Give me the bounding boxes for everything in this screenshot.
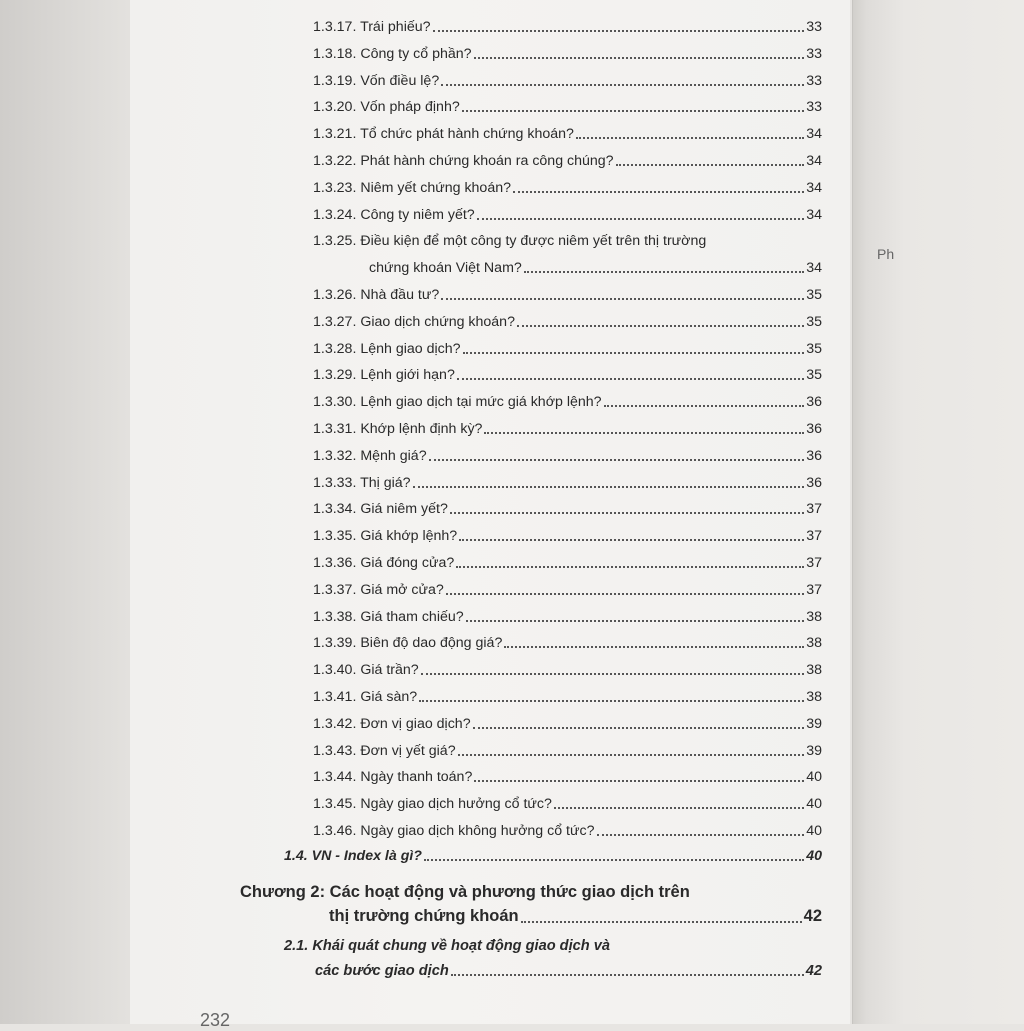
toc-entry-title: chứng khoán Việt Nam? bbox=[369, 260, 522, 277]
toc-entry-page: 39 bbox=[806, 742, 822, 759]
toc-entry-page: 40 bbox=[806, 848, 822, 864]
dot-leader bbox=[513, 190, 804, 193]
toc-entry-page: 35 bbox=[806, 287, 822, 303]
dot-leader bbox=[450, 511, 804, 514]
toc-entry-title: 1.3.23. Niêm yết chứng khoán? bbox=[313, 179, 511, 196]
toc-entry-title: 1.3.46. Ngày giao dịch không hưởng cổ tức? bbox=[313, 823, 595, 839]
right-page-edge bbox=[852, 0, 1024, 1024]
toc-section-2-1-line1: 2.1. Khái quát chung về hoạt động giao dịch và bbox=[284, 938, 610, 954]
toc-entry bbox=[313, 688, 822, 706]
dot-leader bbox=[457, 377, 804, 380]
dot-leader bbox=[451, 973, 804, 976]
toc-entry bbox=[313, 715, 822, 733]
toc-entry-title: thị trường chứng khoán bbox=[329, 907, 519, 925]
toc-entry-page: 35 bbox=[806, 367, 822, 384]
toc-entry bbox=[313, 393, 822, 411]
toc-entry-page: 39 bbox=[806, 715, 822, 732]
toc-entry-title: 1.3.33. Thị giá? bbox=[313, 474, 411, 491]
toc-entry bbox=[313, 98, 822, 116]
toc-entry-line1: 1.3.25. Điều kiện để một công ty được niêm yết trên thị trường bbox=[313, 233, 707, 250]
dot-leader bbox=[554, 806, 804, 809]
dot-leader bbox=[429, 458, 805, 461]
toc-entry-title: 1.3.43. Đơn vị yết giá? bbox=[313, 742, 456, 759]
toc-entry-title: 1.3.22. Phát hành chứng khoán ra công chúng? bbox=[313, 153, 614, 169]
toc-entry-title: 1.3.17. Trái phiếu? bbox=[313, 19, 431, 35]
toc-entry-title: 1.4. VN - Index là gì? bbox=[284, 848, 422, 864]
toc-entry-title: 1.3.30. Lệnh giao dịch tại mức giá khớp lệnh? bbox=[313, 394, 602, 411]
dot-leader bbox=[459, 538, 804, 541]
toc-entry-page: 42 bbox=[803, 907, 822, 925]
toc-entry-page: 34 bbox=[806, 153, 822, 169]
dot-leader bbox=[458, 753, 805, 756]
toc-entry bbox=[313, 554, 822, 572]
dot-leader bbox=[521, 920, 802, 923]
toc-entry-page: 33 bbox=[806, 45, 822, 62]
dot-leader bbox=[456, 565, 804, 568]
toc-entry-page: 33 bbox=[806, 19, 822, 35]
toc-entry-page: 38 bbox=[806, 635, 822, 652]
toc-entry bbox=[313, 768, 822, 786]
toc-entry-title: 1.3.18. Công ty cổ phần? bbox=[313, 45, 472, 62]
toc-entry bbox=[369, 259, 822, 277]
toc-entry bbox=[313, 366, 822, 384]
toc-entry bbox=[313, 634, 822, 652]
dot-leader bbox=[474, 56, 805, 59]
toc-entry-page: 40 bbox=[806, 769, 822, 786]
toc-entry-page: 35 bbox=[806, 313, 822, 330]
toc-section-1-4 bbox=[284, 847, 822, 865]
toc-entry bbox=[313, 661, 822, 679]
toc-entry bbox=[313, 18, 822, 36]
dot-leader bbox=[441, 297, 804, 300]
toc-entry bbox=[313, 581, 822, 599]
toc-entry-page: 38 bbox=[806, 662, 822, 679]
toc-entry-title: 1.3.27. Giao dịch chứng khoán? bbox=[313, 313, 515, 330]
toc-entry-page: 37 bbox=[806, 528, 822, 545]
toc-entry-title: 1.3.24. Công ty niêm yết? bbox=[313, 206, 475, 223]
toc-entry-title: 1.3.20. Vốn pháp định? bbox=[313, 99, 460, 116]
dot-leader bbox=[413, 485, 805, 488]
toc-entry bbox=[313, 500, 822, 518]
toc-entry-title: các bước giao dịch bbox=[315, 963, 449, 979]
toc-entry bbox=[313, 152, 822, 170]
toc-entry-title: 1.3.34. Giá niêm yết? bbox=[313, 501, 448, 518]
toc-entry-page: 36 bbox=[806, 421, 822, 437]
toc-entry-title: 1.3.38. Giá tham chiếu? bbox=[313, 608, 464, 625]
toc-entry-page: 42 bbox=[805, 963, 822, 979]
toc-entry-title: 1.3.44. Ngày thanh toán? bbox=[313, 769, 473, 786]
toc-entry-page: 34 bbox=[806, 260, 822, 277]
dot-leader bbox=[446, 592, 804, 595]
toc-entry-page: 36 bbox=[806, 474, 822, 491]
toc-entry-page: 38 bbox=[806, 608, 822, 625]
toc-entry-page: 36 bbox=[806, 447, 822, 464]
dot-leader bbox=[441, 83, 804, 86]
toc-entry-title: 1.3.21. Tổ chức phát hành chứng khoán? bbox=[313, 126, 574, 143]
dot-leader bbox=[474, 779, 804, 782]
dot-leader bbox=[504, 645, 804, 648]
toc-entry-page: 38 bbox=[806, 689, 822, 705]
toc-entry bbox=[313, 822, 822, 840]
toc-entry-title: 1.3.45. Ngày giao dịch hưởng cổ tức? bbox=[313, 796, 552, 813]
toc-entry-page: 37 bbox=[806, 501, 822, 518]
toc-entry-page: 33 bbox=[806, 99, 822, 116]
toc-entry bbox=[313, 447, 822, 465]
dot-leader bbox=[421, 672, 805, 675]
toc-entry bbox=[313, 474, 822, 492]
toc-entry bbox=[313, 72, 822, 90]
dot-leader bbox=[616, 163, 805, 166]
dot-leader bbox=[466, 619, 805, 622]
toc-entry bbox=[313, 313, 822, 331]
toc-entry-page: 40 bbox=[806, 796, 822, 813]
toc-entry-title: 1.3.42. Đơn vị giao dịch? bbox=[313, 715, 471, 732]
toc-entry-title: 1.3.28. Lệnh giao dịch? bbox=[313, 340, 461, 357]
toc-chapter-2-line1: Chương 2: Các hoạt động và phương thức giao dịch trên bbox=[240, 883, 690, 901]
toc-entry-page: 37 bbox=[806, 581, 822, 598]
toc-entry bbox=[313, 527, 822, 545]
page-number: 232 bbox=[200, 1010, 231, 1030]
toc-entry-page: 36 bbox=[806, 394, 822, 411]
toc-entry bbox=[313, 742, 822, 760]
dot-leader bbox=[433, 29, 805, 32]
toc-entry-title: 1.3.29. Lệnh giới hạn? bbox=[313, 367, 455, 384]
dot-leader bbox=[462, 109, 804, 112]
toc-entry bbox=[313, 340, 822, 358]
toc-entry bbox=[313, 795, 822, 813]
dot-leader bbox=[473, 726, 805, 729]
toc-entry-title: 1.3.19. Vốn điều lệ? bbox=[313, 72, 440, 89]
toc-entry-page: 33 bbox=[806, 72, 822, 89]
toc-entry-title: 1.3.41. Giá sàn? bbox=[313, 689, 418, 705]
toc-entry-title: 1.3.31. Khớp lệnh định kỳ? bbox=[313, 421, 483, 437]
dot-leader bbox=[484, 431, 804, 434]
toc-entry-page: 34 bbox=[806, 126, 822, 143]
toc-entry-page: 37 bbox=[806, 555, 822, 571]
dot-leader bbox=[517, 324, 804, 327]
dot-leader bbox=[424, 858, 804, 861]
right-page-edge-text: Ph bbox=[877, 246, 895, 262]
toc-chapter-2 bbox=[329, 905, 822, 927]
dot-leader bbox=[604, 404, 805, 407]
toc-entry-title: 1.3.37. Giá mở cửa? bbox=[313, 581, 444, 598]
toc-entry bbox=[313, 286, 822, 304]
toc-entry-page: 34 bbox=[806, 206, 822, 223]
toc-entry-title: 1.3.32. Mệnh giá? bbox=[313, 447, 427, 464]
toc-entry bbox=[313, 45, 822, 63]
dot-leader bbox=[524, 270, 804, 273]
toc-entry-title: 1.3.39. Biên độ dao động giá? bbox=[313, 635, 503, 652]
dot-leader bbox=[576, 136, 804, 139]
toc-entry-page: 40 bbox=[806, 823, 822, 839]
toc-entry-title: 1.3.35. Giá khớp lệnh? bbox=[313, 528, 458, 545]
toc-entry-title: 1.3.26. Nhà đầu tư? bbox=[313, 287, 440, 303]
dot-leader bbox=[477, 217, 805, 220]
toc-entry-title: 1.3.40. Giá trần? bbox=[313, 662, 419, 679]
toc-entry bbox=[313, 420, 822, 438]
toc-entry-title: 1.3.36. Giá đóng cửa? bbox=[313, 555, 455, 571]
toc-entry-page: 35 bbox=[806, 340, 822, 357]
toc-entry-page: 34 bbox=[806, 179, 822, 196]
toc-entry bbox=[313, 206, 822, 224]
dot-leader bbox=[463, 351, 805, 354]
toc-entry bbox=[313, 608, 822, 626]
toc-entry bbox=[313, 179, 822, 197]
toc-section-2-1 bbox=[315, 962, 822, 980]
toc-entry bbox=[313, 125, 822, 143]
dot-leader bbox=[419, 699, 804, 702]
left-page-edge bbox=[0, 0, 135, 1024]
dot-leader bbox=[597, 833, 805, 836]
